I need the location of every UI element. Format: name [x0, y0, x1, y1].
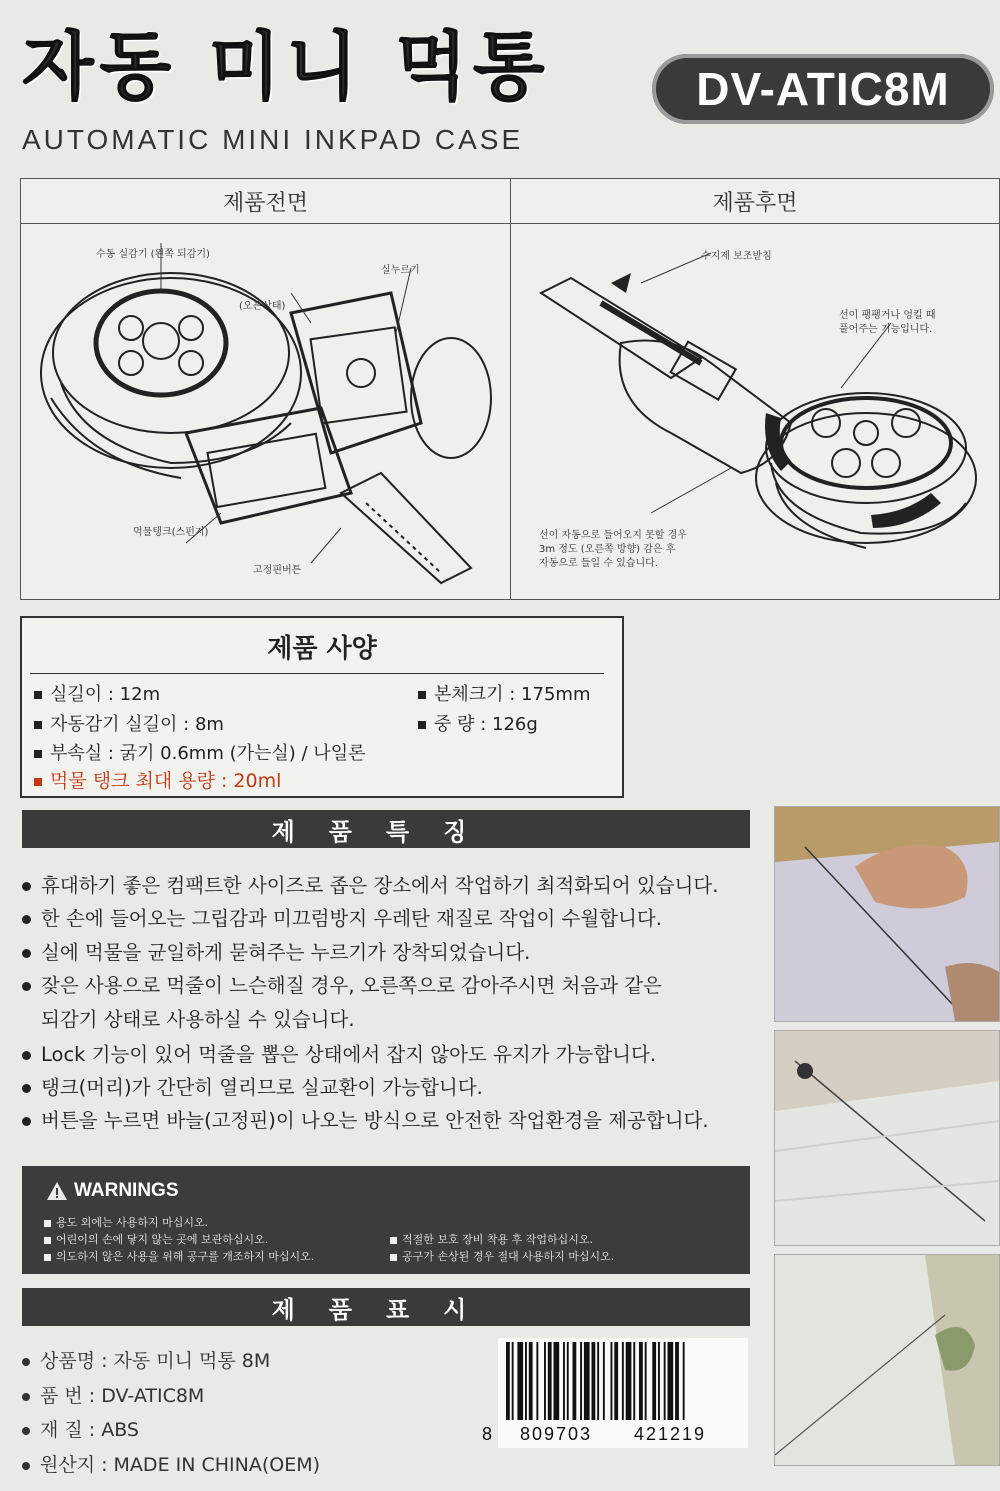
barcode	[482, 1338, 748, 1448]
rewind-note-line-1: 선이 자동으로 들어오지 못할 경우	[539, 530, 687, 541]
front-view-title: 제품전면	[21, 179, 510, 224]
barcode-bar	[652, 1342, 656, 1420]
feature-item: 휴대하기 좋은 컴팩트한 사이즈로 좁은 장소에서 작업하기 최적화되어 있습니다.	[22, 870, 718, 898]
barcode-bar	[567, 1342, 569, 1420]
barcode-bar	[658, 1342, 660, 1420]
callout-ink-tank: 먹물탱크(스펀지)	[133, 527, 209, 538]
callout-rewind-note	[539, 529, 687, 571]
spec-title: 제품 사양	[267, 634, 377, 664]
usage-photo-3	[774, 1254, 1000, 1466]
spec-body-size: 본체크기 : 175mm	[418, 680, 590, 706]
spec-ink-capacity: 먹물 탱크 최대 용량 : 20ml	[34, 766, 281, 793]
barcode-bar	[563, 1342, 565, 1420]
barcode-bar	[597, 1342, 599, 1420]
spec-weight: 중 량 : 126g	[418, 710, 538, 736]
back-view	[511, 179, 999, 599]
warning-item: 어린이의 손에 닿지 않는 곳에 보관하십시오.	[44, 1231, 268, 1247]
spec-divider	[30, 673, 604, 674]
barcode-bar	[639, 1342, 643, 1420]
barcode-bar	[529, 1342, 533, 1420]
barcode-bars	[506, 1342, 742, 1420]
spec-thread-length: 실길이 : 12m	[34, 680, 160, 706]
warning-item: 의도하지 않은 사용을 위해 공구를 개조하지 마십시오.	[44, 1248, 314, 1264]
feature-item: 탱크(머리)가 간단히 열리므로 실교환이 가능합니다.	[22, 1072, 483, 1100]
product-subtitle: AUTOMATIC MINI INKPAD CASE	[22, 124, 524, 155]
back-view-title: 제품후면	[511, 179, 999, 224]
barcode-left-digits: 809703	[520, 1424, 593, 1444]
barcode-bar	[603, 1342, 605, 1420]
barcode-bar	[536, 1342, 538, 1420]
callout-thread-presser: 실누르기	[381, 265, 420, 276]
marking-title: 제품표시	[271, 1295, 501, 1324]
rewind-note-line-2: 3m 정도 (오른쪽 방향) 감은 후	[539, 544, 676, 555]
barcode-bar	[592, 1342, 596, 1420]
warning-item: 공구가 손상된 경우 절대 사용하지 마십시오.	[390, 1248, 614, 1264]
barcode-bar	[573, 1342, 577, 1420]
warning-item: 용도 외에는 사용하지 마십시오.	[44, 1214, 208, 1230]
feature-item: 버튼을 누르면 바늘(고정핀)이 나오는 방식으로 안전한 작업환경을 제공합니다.	[22, 1105, 709, 1133]
usage-photo-1	[774, 806, 1000, 1022]
barcode-bar	[525, 1342, 527, 1420]
callout-open-state: (오픈상태)	[239, 301, 286, 312]
barcode-bar	[584, 1342, 590, 1420]
barcode-bar	[512, 1342, 514, 1420]
callout-tangle-release	[839, 309, 935, 337]
front-view-illustration	[21, 223, 510, 599]
marking-product-name: 상품명 : 자동 미니 먹통 8M	[22, 1346, 270, 1373]
barcode-right-digits: 421219	[634, 1424, 707, 1444]
barcode-bar	[664, 1342, 666, 1420]
tangle-release-line-2: 풀어주는 기능입니다.	[839, 324, 933, 335]
barcode-bar	[506, 1342, 510, 1420]
rewind-note-line-3: 자동으로 들일 수 있습니다.	[539, 558, 658, 569]
barcode-bar	[633, 1342, 635, 1420]
front-view	[21, 179, 511, 599]
callout-manual-reel: 수동 실감기 (왼쪽 되감기)	[96, 249, 210, 260]
barcode-bar	[622, 1342, 624, 1420]
feature-item: 한 손에 들어오는 그립감과 미끄럼방지 우레탄 재질로 작업이 수월합니다.	[22, 903, 662, 931]
model-badge	[652, 54, 994, 124]
product-title: 자동 미니 먹통	[22, 24, 551, 110]
warning-triangle-icon	[46, 1181, 68, 1201]
feature-item-continuation: 되감기 상태로 사용하실 수 있습니다.	[41, 1008, 355, 1031]
spec-accessory-thread: 부속실 : 굵기 0.6mm (가는실) / 나일론	[34, 739, 365, 765]
barcode-bar	[611, 1342, 613, 1420]
feature-item: 잦은 사용으로 먹줄이 느슨해질 경우, 오른쪽으로 감아주시면 처음과 같은	[22, 970, 662, 998]
marking-header-bar	[22, 1288, 750, 1326]
marking-origin: 원산지 : MADE IN CHINA(OEM)	[22, 1450, 320, 1477]
spec-auto-rewind-length: 자동감기 실길이 : 8m	[34, 710, 224, 736]
warning-item: 적절한 보호 장비 착용 후 작업하십시오.	[390, 1231, 593, 1247]
barcode-bar	[668, 1342, 674, 1420]
callout-level-aid: 수지제 보조받침	[701, 251, 772, 262]
warnings-title: WARNINGS	[74, 1180, 179, 1201]
barcode-bar	[517, 1342, 523, 1420]
barcode-bar	[645, 1342, 647, 1420]
usage-photo-2	[774, 1030, 1000, 1246]
tangle-release-line-1: 선이 팽팽거나 엉킬 때	[839, 310, 936, 321]
barcode-bar	[554, 1342, 560, 1420]
marking-model-number: 품 번 : DV-ATIC8M	[22, 1381, 204, 1408]
barcode-bar	[614, 1342, 618, 1420]
marking-material: 재 질 : ABS	[22, 1415, 139, 1442]
features-title: 제품특징	[271, 817, 501, 846]
callout-fixing-pin-button: 고정핀버튼	[253, 565, 302, 576]
model-number: DV-ATIC8M	[696, 63, 950, 115]
product-diagram-panel	[20, 178, 1000, 600]
feature-item: 실에 먹물을 균일하게 묻혀주는 누르기가 장착되었습니다.	[22, 937, 530, 965]
barcode-bar	[683, 1342, 685, 1420]
barcode-bar	[675, 1342, 679, 1420]
spec-box	[20, 616, 624, 798]
barcode-bar	[580, 1342, 582, 1420]
barcode-first-digit: 8	[482, 1424, 493, 1444]
features-header-bar	[22, 810, 750, 848]
feature-item: Lock 기능이 있어 먹줄을 뽑은 상태에서 잡지 않아도 유지가 가능합니다.	[22, 1039, 656, 1067]
barcode-bar	[626, 1342, 632, 1420]
barcode-bar	[544, 1342, 546, 1420]
warnings-box	[22, 1166, 750, 1274]
barcode-bar	[548, 1342, 552, 1420]
